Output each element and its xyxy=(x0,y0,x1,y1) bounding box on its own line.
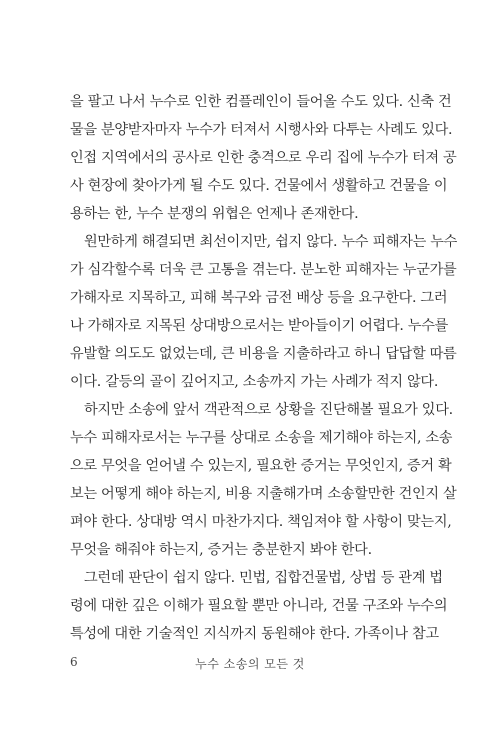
body-line-14: 으로 무엇을 얻어낼 수 있는지, 필요한 증거는 무엇인지, 증거 확 xyxy=(70,458,452,474)
body-line-12: 하지만 소송에 앞서 객관적으로 상황을 진단해볼 필요가 있다. xyxy=(84,402,453,418)
body-line-15: 보는 어떻게 해야 하는지, 비용 지출해가며 소송할만한 건인지 살 xyxy=(70,486,457,502)
page-number: 6 xyxy=(70,655,78,669)
body-line-4: 사 현장에 찾아가게 될 수도 있다. 건물에서 생활하고 건물을 이 xyxy=(70,178,448,194)
body-line-7: 가 심각할수록 더욱 큰 고통을 겪는다. 분노한 피해자는 누군가를 xyxy=(70,262,457,278)
body-line-10: 유발할 의도도 없었는데, 큰 비용을 지출하라고 하니 답답할 따름 xyxy=(70,346,457,362)
body-line-20: 특성에 대한 기술적인 지식까지 동원해야 한다. 가족이나 참고 xyxy=(70,626,439,642)
body-line-18: 그런데 판단이 쉽지 않다. 민법, 집합건물법, 상법 등 관계 법 xyxy=(84,570,443,586)
body-line-9: 나 가해자로 지목된 상대방으로서는 받아들이기 어렵다. 누수를 xyxy=(70,318,449,334)
body-line-13: 누수 피해자로서는 누구를 상대로 소송을 제기해야 하는지, 소송 xyxy=(70,430,453,446)
running-title: 누수 소송의 모든 것 xyxy=(195,657,305,671)
body-line-19: 령에 대한 깊은 이해가 필요할 뿐만 아니라, 건물 구조와 누수의 xyxy=(70,598,448,614)
body-line-17: 무엇을 해줘야 하는지, 증거는 충분한지 봐야 한다. xyxy=(70,542,372,558)
body-line-8: 가해자로 지목하고, 피해 복구와 금전 배상 등을 요구한다. 그러 xyxy=(70,290,448,306)
body-line-11: 이다. 갈등의 골이 깊어지고, 소송까지 가는 사례가 적지 않다. xyxy=(70,374,439,390)
body-line-1: 을 팔고 나서 누수로 인한 컴플레인이 들어올 수도 있다. 신축 건 xyxy=(70,94,452,110)
body-line-3: 인접 지역에서의 공사로 인한 충격으로 우리 집에 누수가 터져 공 xyxy=(70,150,457,166)
body-line-16: 펴야 한다. 상대방 역시 마찬가지다. 책임져야 할 사항이 맞는지, xyxy=(70,514,452,530)
body-line-6: 원만하게 해결되면 최선이지만, 쉽지 않다. 누수 피해자는 누수 xyxy=(84,234,458,250)
body-line-5: 용하는 한, 누수 분쟁의 위협은 언제나 존재한다. xyxy=(70,206,359,222)
body-line-2: 물을 분양받자마자 누수가 터져서 시행사와 다투는 사례도 있다. xyxy=(70,122,453,138)
